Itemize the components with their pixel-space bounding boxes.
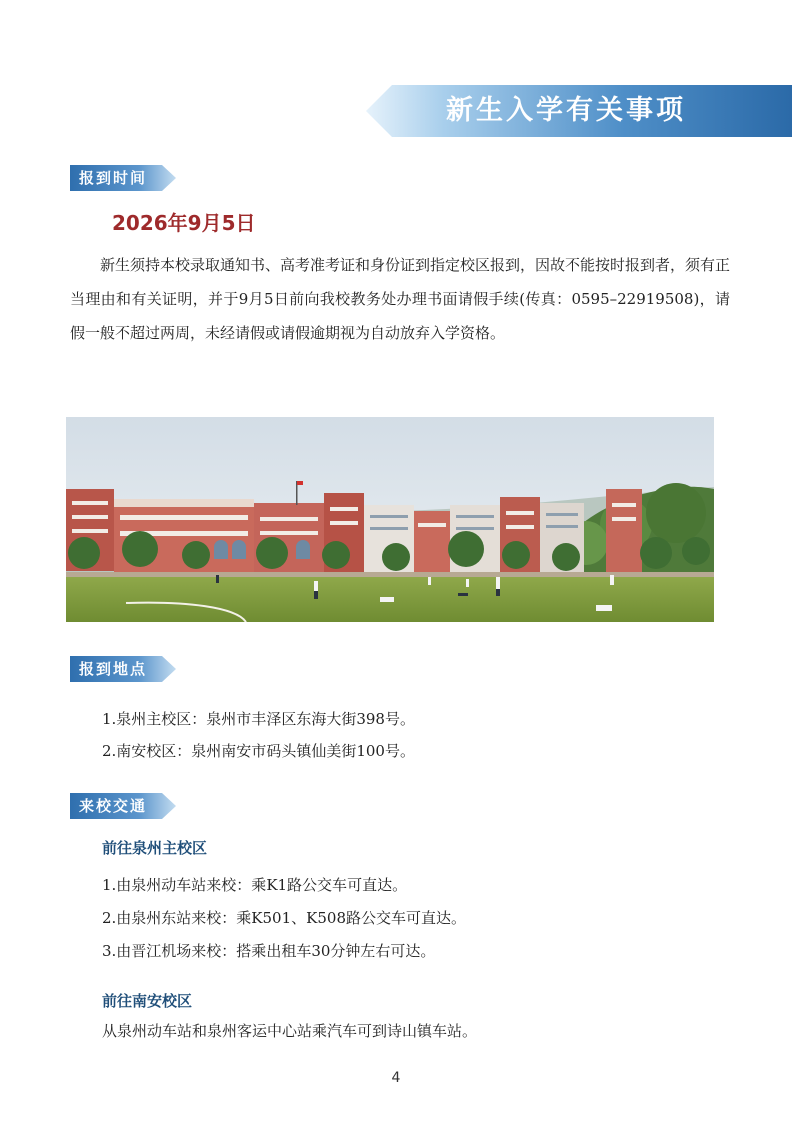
- campus-address-nanan: 2.南安校区：泉州南安市码头镇仙美街100号。: [102, 742, 415, 760]
- registration-date: 2026年9月5日: [112, 211, 256, 235]
- section-tag-label: 来校交通: [79, 797, 148, 815]
- registration-paragraph: 新生须持本校录取通知书、高考准考证和身份证到指定校区报到，因故不能按时报到者，须有正当理由和有关证明，并于9月5日前向我校教务处办理书面请假手续(传真：0595–22919508)，请假一般不超过两周，未经请假或请假逾期视为自动放弃入学资格。: [70, 256, 731, 342]
- page-title-banner: [366, 85, 792, 137]
- section-tag-label: 报到时间: [79, 169, 148, 187]
- campus-photo: [66, 417, 714, 622]
- transport-nanan-route: 从泉州动车站和泉州客运中心站乘汽车可到诗山镇车站。: [102, 1022, 478, 1040]
- transport-nanan-campus-heading: 前往南安校区: [102, 992, 193, 1010]
- transport-main-campus-heading: 前往泉州主校区: [102, 839, 208, 857]
- campus-photo-illustration: [66, 417, 714, 622]
- campus-address-main: 1.泉州主校区：泉州市丰泽区东海大街398号。: [102, 710, 415, 728]
- transport-route-1: 1.由泉州动车站来校：乘K1路公交车可直达。: [102, 876, 408, 894]
- page-number: 4: [391, 1070, 401, 1086]
- transport-route-2: 2.由泉州东站来校：乘K501、K508路公交车可直达。: [102, 909, 466, 927]
- section-tag-label: 报到地点: [79, 660, 148, 678]
- transport-route-3: 3.由晋江机场来校：搭乘出租车30分钟左右可达。: [102, 942, 436, 960]
- page-title: 新生入学有关事项: [446, 95, 686, 126]
